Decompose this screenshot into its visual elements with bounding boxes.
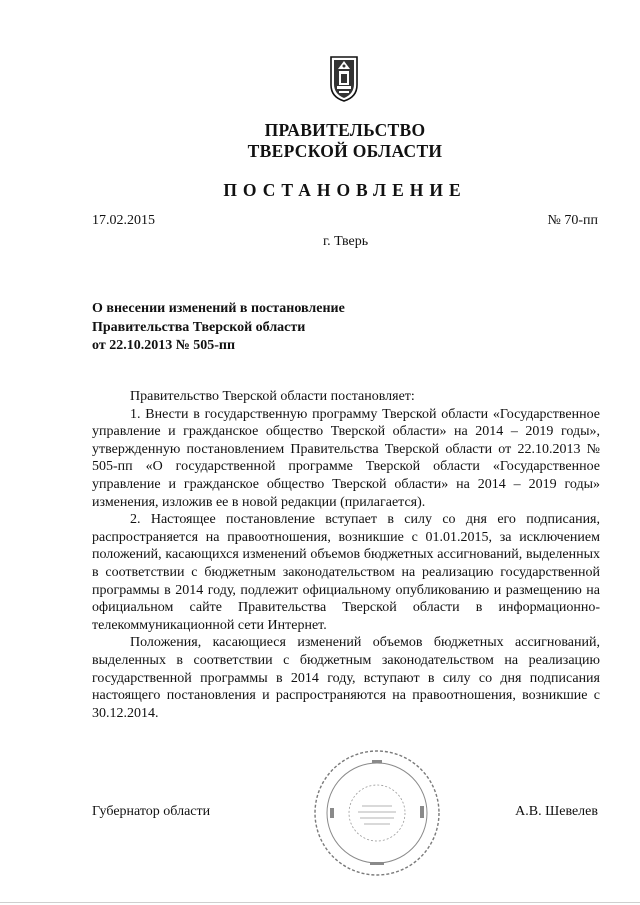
document-body xyxy=(92,388,600,722)
body-item-1: 1. Внести в государственную программу Тверской области «Государственное управление и гражданское общество Тверской области» на 2014 – 2019 годы», утвержденную постановлением Правительства Тверской области от 22.10.2013 № 505-пп «О государственной программе Тверской области «Государственное управление и гражданское общество Тверской области» на 2014 – 2019 годы» изменения, изложив ее в новой редакции (прилагается). xyxy=(92,406,600,510)
subject-line-2: Правительства Тверской области xyxy=(92,319,306,335)
document-date: 17.02.2015 xyxy=(92,213,155,228)
signatory-position: Губернатор области xyxy=(92,804,211,819)
coat-of-arms-icon xyxy=(329,55,359,103)
organization-name xyxy=(0,120,640,162)
document-city: г. Тверь xyxy=(323,234,369,249)
body-item-3: Положения, касающиеся изменений объемов бюджетных ассигнований, выделенных в соответствии с бюджетным законодательством на реализацию государственной программы в 2014 году, вступают в силу со дня подписания настоящего постановления и распространяются на правоотношения, возникшие с 30.12.2014. xyxy=(92,635,600,721)
signatory-name: А.В. Шевелев xyxy=(515,804,598,819)
document-type: ПОСТАНОВЛЕНИЕ xyxy=(223,180,467,200)
subject-line-3: от 22.10.2013 № 505-пп xyxy=(92,338,236,353)
body-item-2: 2. Настоящее постановление вступает в силу со дня его подписания, распространяется на правоотношения, возникшие с 01.01.2015, за исключением положений, касающихся изменений объемов бюджетных ассигнований, выделенных в соответствии с бюджетным законодательством на реализацию государственной программы в 2014 году, подлежит официальному опубликованию и размещению на официальном сайте Правительства Тверской области в информационно-телекоммуникационной сети Интернет. xyxy=(92,512,600,633)
org-name-line-2: ТВЕРСКОЙ ОБЛАСТИ xyxy=(247,141,443,161)
body-intro: Правительство Тверской области постановляет: xyxy=(130,389,415,404)
official-seal-icon xyxy=(312,748,442,878)
document-number: № 70-пп xyxy=(547,213,598,228)
subject-line-1: О внесении изменений в постановление xyxy=(92,301,345,316)
page-bottom-border xyxy=(0,902,640,903)
document-subject xyxy=(92,300,345,356)
org-name-line-1: ПРАВИТЕЛЬСТВО xyxy=(264,120,426,140)
